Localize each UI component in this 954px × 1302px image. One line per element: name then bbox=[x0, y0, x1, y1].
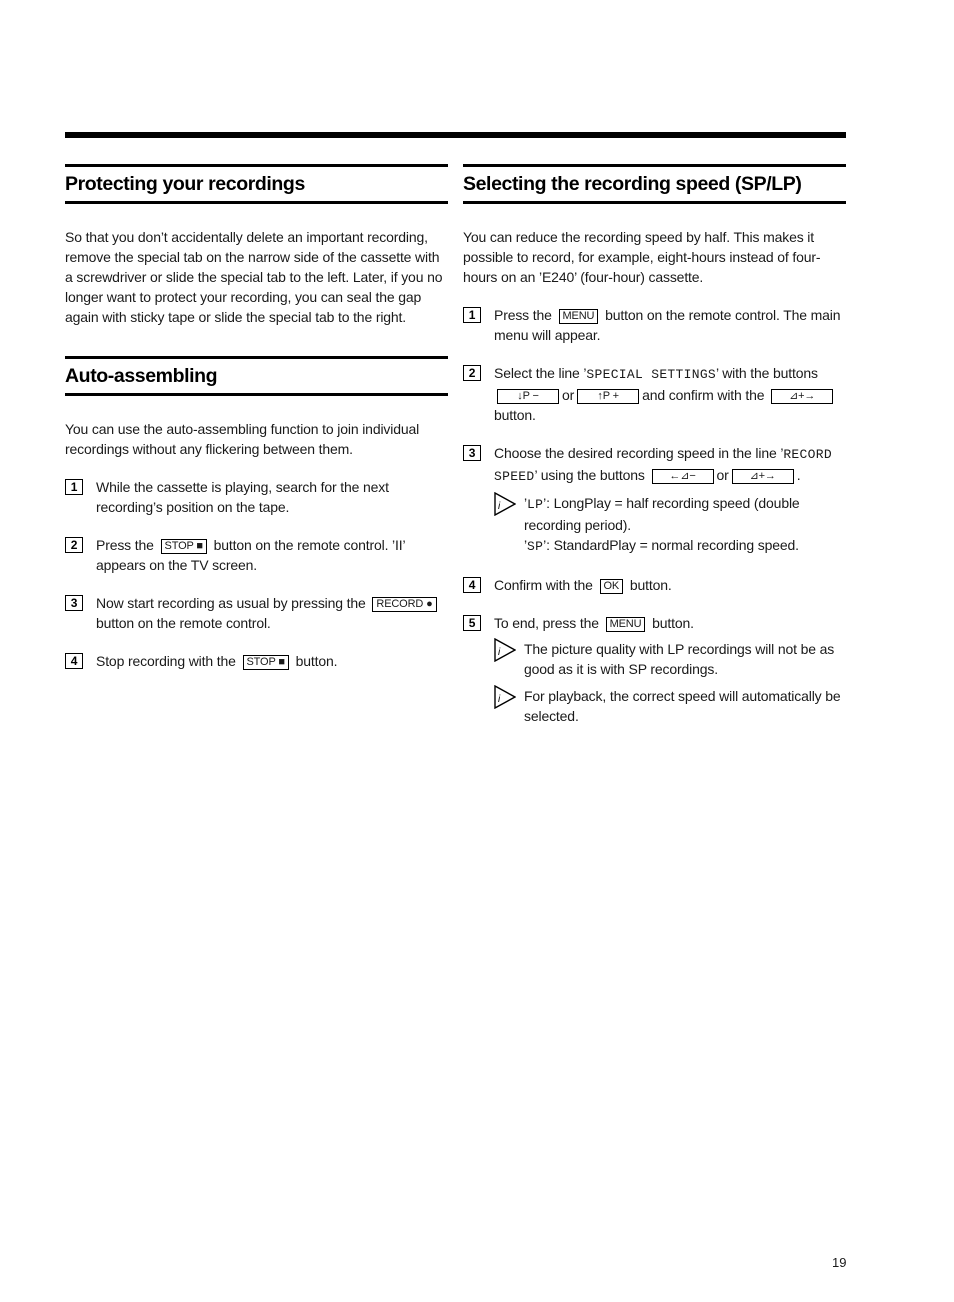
right-arrow-key: ⊿+→ bbox=[732, 469, 794, 484]
note-text: For playback, the correct speed will automatically be selected. bbox=[524, 688, 841, 724]
lp-code: LP bbox=[526, 497, 544, 512]
step-text: Now start recording as usual by pressing the bbox=[96, 595, 366, 611]
step-number: 5 bbox=[463, 615, 481, 631]
protect-text: So that you don’t accidentally delete an important recording, remove the special tab on the narrow side of the cassette with a screwdriver or slide the special tab to the left. Later, if you no longer want to protect your recording, you can seal the gap again with sticky tape or slide the special tab to the right. bbox=[65, 229, 443, 325]
step-text: Press the bbox=[494, 307, 552, 323]
auto-heading: Auto-assembling bbox=[65, 356, 448, 396]
lp-desc: ’: LongPlay = half recording speed (double recording period). bbox=[524, 495, 800, 533]
auto-text: You can use the auto-assembling function to join individual recordings without any flickering between them. bbox=[65, 421, 420, 457]
note-text: The picture quality with LP recordings will not be as good as it is with SP recordings. bbox=[524, 641, 835, 677]
left-column bbox=[65, 164, 448, 689]
step-number: 2 bbox=[463, 365, 481, 381]
speed-step-2 bbox=[463, 363, 846, 425]
protect-heading: Protecting your recordings bbox=[65, 164, 448, 204]
quality-note bbox=[494, 639, 846, 679]
top-rule bbox=[65, 132, 846, 138]
step-text-cont: ’ with the buttons bbox=[716, 365, 818, 381]
step-text: Select the line ’ bbox=[494, 365, 587, 381]
info-icon bbox=[494, 492, 516, 516]
left-arrow-key: ←⊿− bbox=[652, 469, 714, 484]
or-text: or bbox=[716, 467, 729, 483]
speed-step-3 bbox=[463, 443, 846, 557]
or-text: or bbox=[562, 387, 575, 403]
step-text-cont2: and confirm with the bbox=[642, 387, 765, 403]
auto-steps bbox=[65, 477, 448, 671]
step-text-cont: button on the remote control. The main menu will appear. bbox=[494, 307, 841, 343]
step-text-cont: button on the remote control. ’II’ appears on the TV screen. bbox=[96, 537, 405, 573]
step-text-cont: ’ using the buttons bbox=[534, 467, 645, 483]
ok-key: OK bbox=[600, 579, 624, 594]
speed-step-5 bbox=[463, 613, 846, 726]
speed-step-4 bbox=[463, 575, 846, 595]
step-text-cont: button. bbox=[629, 577, 672, 593]
menu-key: MENU bbox=[606, 617, 646, 632]
step-number: 1 bbox=[65, 479, 83, 495]
stop-key: STOP ■ bbox=[161, 539, 207, 554]
speed-step-1 bbox=[463, 305, 846, 345]
speed-heading: Selecting the recording speed (SP/LP) bbox=[463, 164, 846, 204]
speed-steps bbox=[463, 305, 846, 726]
playback-note bbox=[494, 686, 846, 726]
prog-down-key: ↓P − bbox=[497, 389, 559, 404]
svg-text:i: i bbox=[498, 694, 501, 705]
menu-line-record-speed: RECORD SPEED bbox=[494, 447, 832, 484]
info-icon bbox=[494, 638, 516, 662]
auto-step-1 bbox=[65, 477, 448, 517]
step-text: While the cassette is playing, search for the next recording’s position on the tape. bbox=[96, 479, 389, 515]
step-number: 3 bbox=[65, 595, 83, 611]
stop-key: STOP ■ bbox=[243, 655, 289, 670]
auto-step-3 bbox=[65, 593, 448, 633]
right-column bbox=[463, 164, 846, 744]
auto-step-2 bbox=[65, 535, 448, 575]
speed-intro: You can reduce the recording speed by half. This makes it possible to record, for example, eight-hours instead of four-hours on an ’E240’ (four-hour) cassette. bbox=[463, 229, 821, 285]
record-key: RECORD ● bbox=[372, 597, 436, 612]
step-text: To end, press the bbox=[494, 615, 599, 631]
step-number: 1 bbox=[463, 307, 481, 323]
page-number: 19 bbox=[832, 1255, 847, 1270]
step-text: Choose the desired recording speed in the line ’ bbox=[494, 445, 784, 461]
step-number: 2 bbox=[65, 537, 83, 553]
sp-desc: ’: StandardPlay = normal recording speed. bbox=[543, 537, 799, 553]
step-text: Stop recording with the bbox=[96, 653, 236, 669]
svg-text:i: i bbox=[498, 501, 501, 512]
step-number: 4 bbox=[65, 653, 83, 669]
step-text-end: . bbox=[796, 467, 801, 483]
step-text-end: button. bbox=[494, 407, 536, 423]
step-text: Press the bbox=[96, 537, 154, 553]
sp-code: SP bbox=[526, 539, 544, 554]
auto-step-4 bbox=[65, 651, 448, 671]
info-icon bbox=[494, 685, 516, 709]
step-text-cont: button. bbox=[652, 615, 694, 631]
right-arrow-key: ⊿+→ bbox=[771, 389, 833, 404]
step-text-cont: button. bbox=[295, 653, 338, 669]
step-text: Confirm with the bbox=[494, 577, 593, 593]
svg-text:i: i bbox=[498, 647, 501, 658]
step-number: 4 bbox=[463, 577, 481, 593]
menu-key: MENU bbox=[559, 309, 599, 324]
speed-info-note: i ’LP’: LongPlay = half recording speed (double recording period). ’SP’: StandardPlay = normal recording speed. bbox=[494, 493, 846, 557]
step-text-cont: button on the remote control. bbox=[96, 615, 271, 631]
step-number: 3 bbox=[463, 445, 481, 461]
prog-up-key: ↑P + bbox=[577, 389, 639, 404]
menu-line-special-settings: SPECIAL SETTINGS bbox=[586, 367, 717, 382]
